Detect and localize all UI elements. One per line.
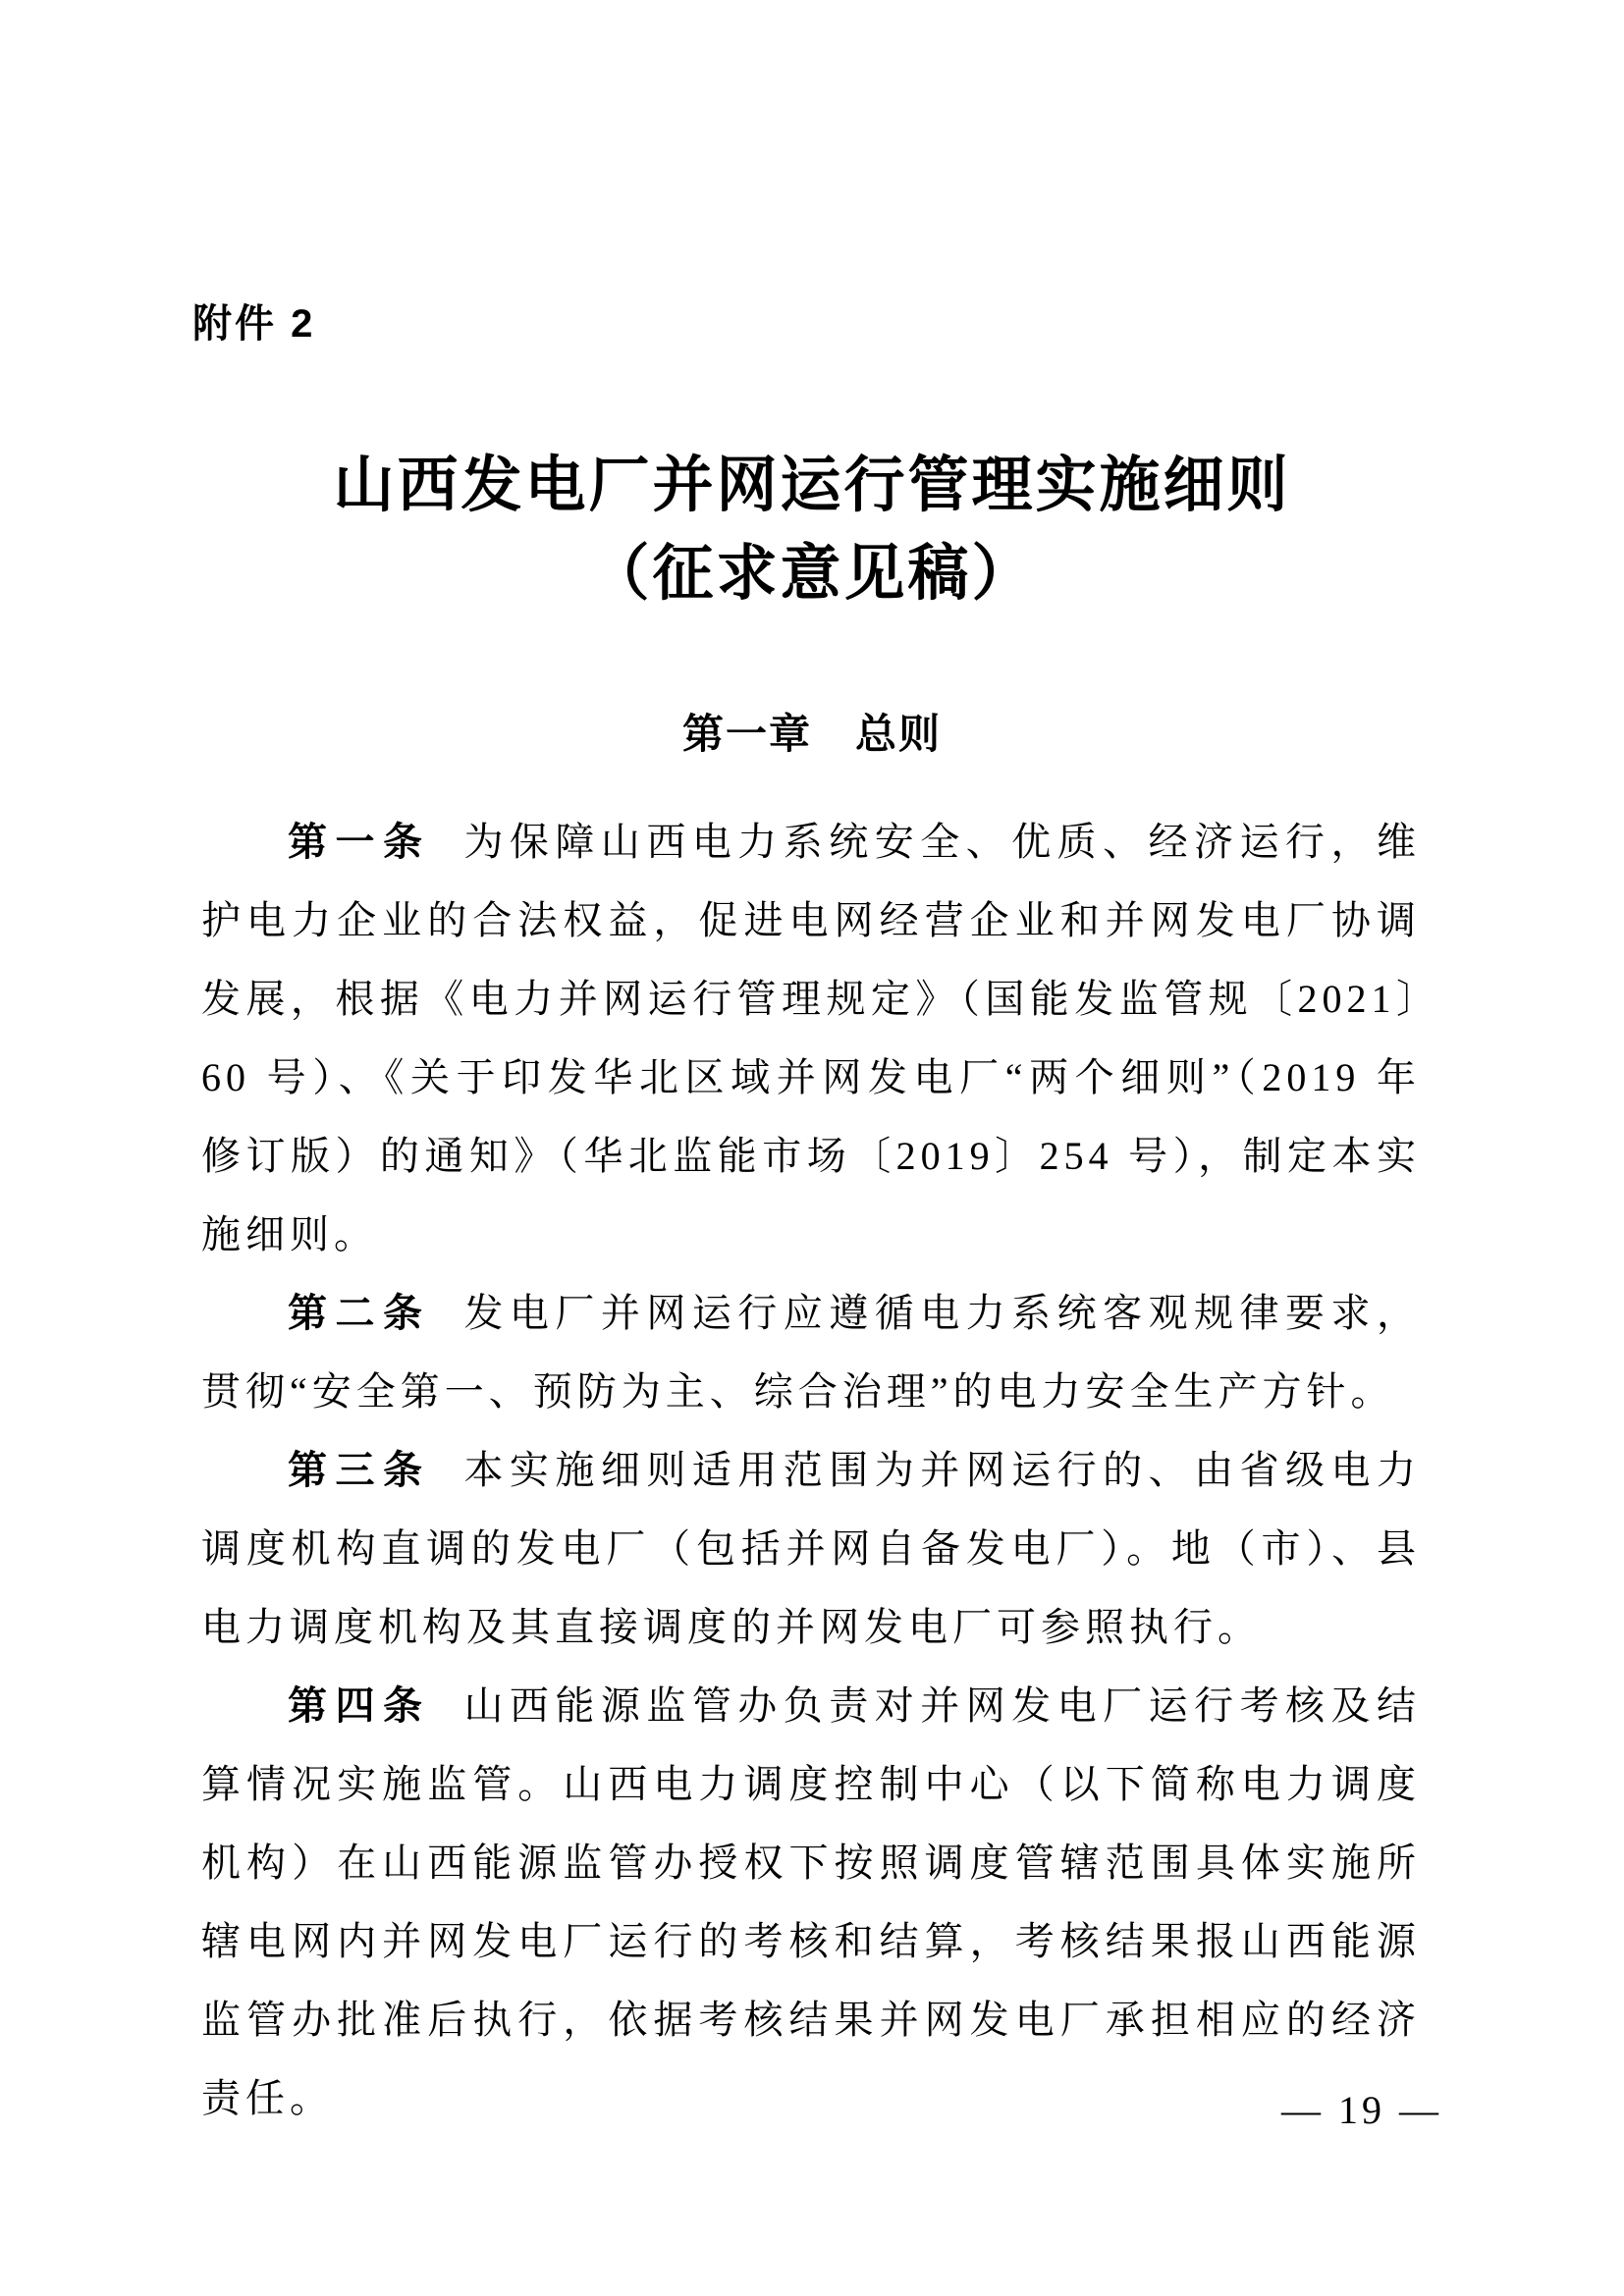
article-3-label: 第三条	[288, 1448, 431, 1492]
article-4-text: 山西能源监管办负责对并网发电厂运行考核及结算情况实施监管。山西电力调度控制中心（以下简称电力调度机构）在山西能源监管办授权下按照调度管辖范围具体实施所辖电网内并网发电厂运行的考核和结算，考核结果报山西能源监管办批准后执行，依据考核结果并网发电厂承担相应的经济责任。	[201, 1683, 1422, 2120]
article-1-text: 为保障山西电力系统安全、优质、经济运行，维护电力企业的合法权益，促进电网经营企业和并网发电厂协调发展，根据《电力并网运行管理规定》（国能发监管规〔2021〕60 号）、《关于印发华北区域并网发电厂“两个细则”（2019 年修订版）的通知》（华北监能市场〔2019〕254 号），制定本实施细则。	[201, 820, 1422, 1256]
document-title-line-1: 山西发电厂并网运行管理实施细则	[333, 453, 1291, 519]
document-title-line-2: （征求意见稿）	[588, 541, 1036, 608]
attachment-label: 附件 2	[192, 302, 316, 346]
document-body	[201, 803, 1421, 2138]
document-title	[0, 442, 1624, 618]
article-2	[201, 1274, 1421, 1431]
article-4-label: 第四条	[288, 1683, 431, 1728]
article-2-label: 第二条	[288, 1291, 431, 1335]
article-3	[201, 1431, 1421, 1667]
article-4	[201, 1667, 1421, 2138]
page-number: — 19 —	[1281, 2088, 1442, 2132]
chapter-heading: 第一章 总则	[681, 711, 942, 757]
article-3-text: 本实施细则适用范围为并网运行的、由省级电力调度机构直调的发电厂（包括并网自备发电厂）。地（市）、县电力调度机构及其直接调度的并网发电厂可参照执行。	[201, 1448, 1422, 1649]
article-2-text: 发电厂并网运行应遵循电力系统客观规律要求，贯彻“安全第一、预防为主、综合治理”的电力安全生产方针。	[201, 1291, 1422, 1414]
article-1-label: 第一条	[288, 820, 431, 864]
article-1	[201, 803, 1421, 1274]
